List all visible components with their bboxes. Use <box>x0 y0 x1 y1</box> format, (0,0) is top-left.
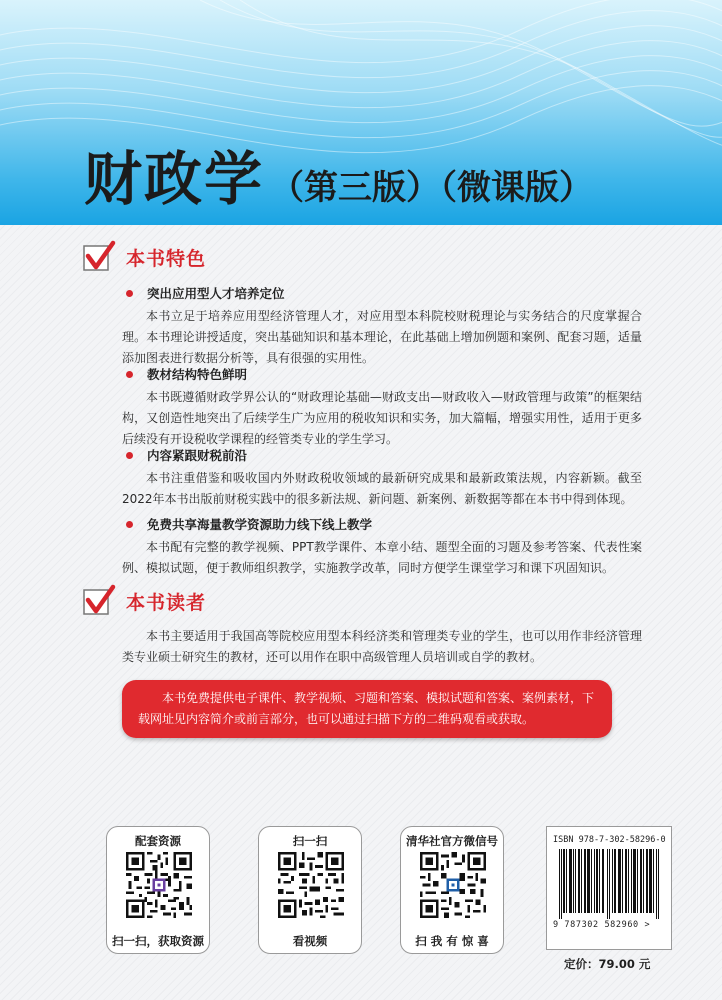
qr-card-caption: 扫 我 有 惊 喜 <box>415 934 489 948</box>
qr-card-resources[interactable] <box>106 826 210 954</box>
feature-heading: 免费共享海量教学资源助力线下线上教学 <box>147 517 373 532</box>
qr-card-title: 清华社官方微信号 <box>406 834 498 848</box>
isbn-barcode-box <box>546 826 672 950</box>
bullet-dot-icon <box>126 371 133 378</box>
book-title-main: 财政学 <box>84 145 265 213</box>
feature-heading: 内容紧跟财税前沿 <box>147 448 248 463</box>
feature-body: 本书立足于培养应用型经济管理人才，对应用型本科院校财税理论与实务结合的尺度掌握合理。本书理论讲授适度，突出基础知识和基本理论，在此基础上增加例题和案例、配套习题，适量添加图表进行数据分析等，具有很强的实用性。 <box>122 309 642 365</box>
checkbox-check-icon <box>82 240 116 274</box>
bullet-dot-icon <box>126 521 133 528</box>
qr-card-caption: 扫一扫，获取资源 <box>112 934 204 948</box>
feature-body: 本书注重借鉴和吸收国内外财政税收领域的最新研究成果和最新政策法规，内容新颖。截至2022年本书出版前财税实践中的很多新法规、新问题、新案例、新数据等都在本书中得到体现。 <box>122 471 642 506</box>
bullet-dot-icon <box>126 452 133 459</box>
features-section-header <box>82 240 206 274</box>
bullet-dot-icon <box>126 290 133 297</box>
isbn-number: ISBN 978-7-302-58296-0 <box>553 835 666 845</box>
feature-item <box>122 283 642 369</box>
qr-code-icon[interactable] <box>126 852 192 918</box>
feature-body: 本书配有完整的教学视频、PPT教学课件、本章小结、题型全面的习题及参考答案、代表性案例、模拟试题，便于教师组织教学，实施教学改革，同时方便学生课堂学习和课下巩固知识。 <box>122 540 642 575</box>
feature-item <box>122 364 642 450</box>
qr-card-video[interactable] <box>258 826 362 954</box>
book-title <box>84 145 594 213</box>
resource-notice: 本书免费提供电子课件、教学视频、习题和答案、模拟试题和答案、案例素材，下载网址见内容简介或前言部分，也可以通过扫描下方的二维码观看或获取。 <box>122 680 612 738</box>
checkbox-check-icon <box>82 584 116 618</box>
readers-section-header <box>82 584 206 618</box>
qr-card-wechat[interactable] <box>400 826 504 954</box>
qr-card-title: 扫一扫 <box>292 834 328 848</box>
features-title: 本书特色 <box>126 247 207 270</box>
readers-body: 本书主要适用于我国高等院校应用型本科经济类和管理类专业的学生，也可以用作非经济管理类专业硕士研究生的教材，还可以用作在职中高级管理人员培训或自学的教材。 <box>122 629 642 664</box>
qr-code-icon[interactable] <box>420 852 486 918</box>
qr-card-title: 配套资源 <box>135 834 181 848</box>
feature-item <box>122 445 642 510</box>
price-label: 定价：79.00 元 <box>564 957 651 971</box>
readers-title: 本书读者 <box>126 591 207 614</box>
ean-number: 9 787302 582960 > <box>553 920 651 930</box>
feature-heading: 突出应用型人才培养定位 <box>147 286 285 301</box>
feature-body: 本书既遵循财政学界公认的“财政理论基础—财政支出—财政收入—财政管理与政策”的框架结构，又创造性地突出了后续学生广为应用的税收知识和实务，加大篇幅，增强实用性，适用于更多后续没有开设税收学课程的经管类专业的学生学习。 <box>122 390 642 446</box>
qr-card-caption: 看视频 <box>292 934 328 948</box>
qr-code-icon[interactable] <box>278 852 344 918</box>
feature-heading: 教材结构特色鲜明 <box>147 367 248 382</box>
book-edition: （第三版）（微课版） <box>270 168 594 208</box>
feature-item <box>122 514 642 579</box>
barcode-icon <box>557 849 663 919</box>
